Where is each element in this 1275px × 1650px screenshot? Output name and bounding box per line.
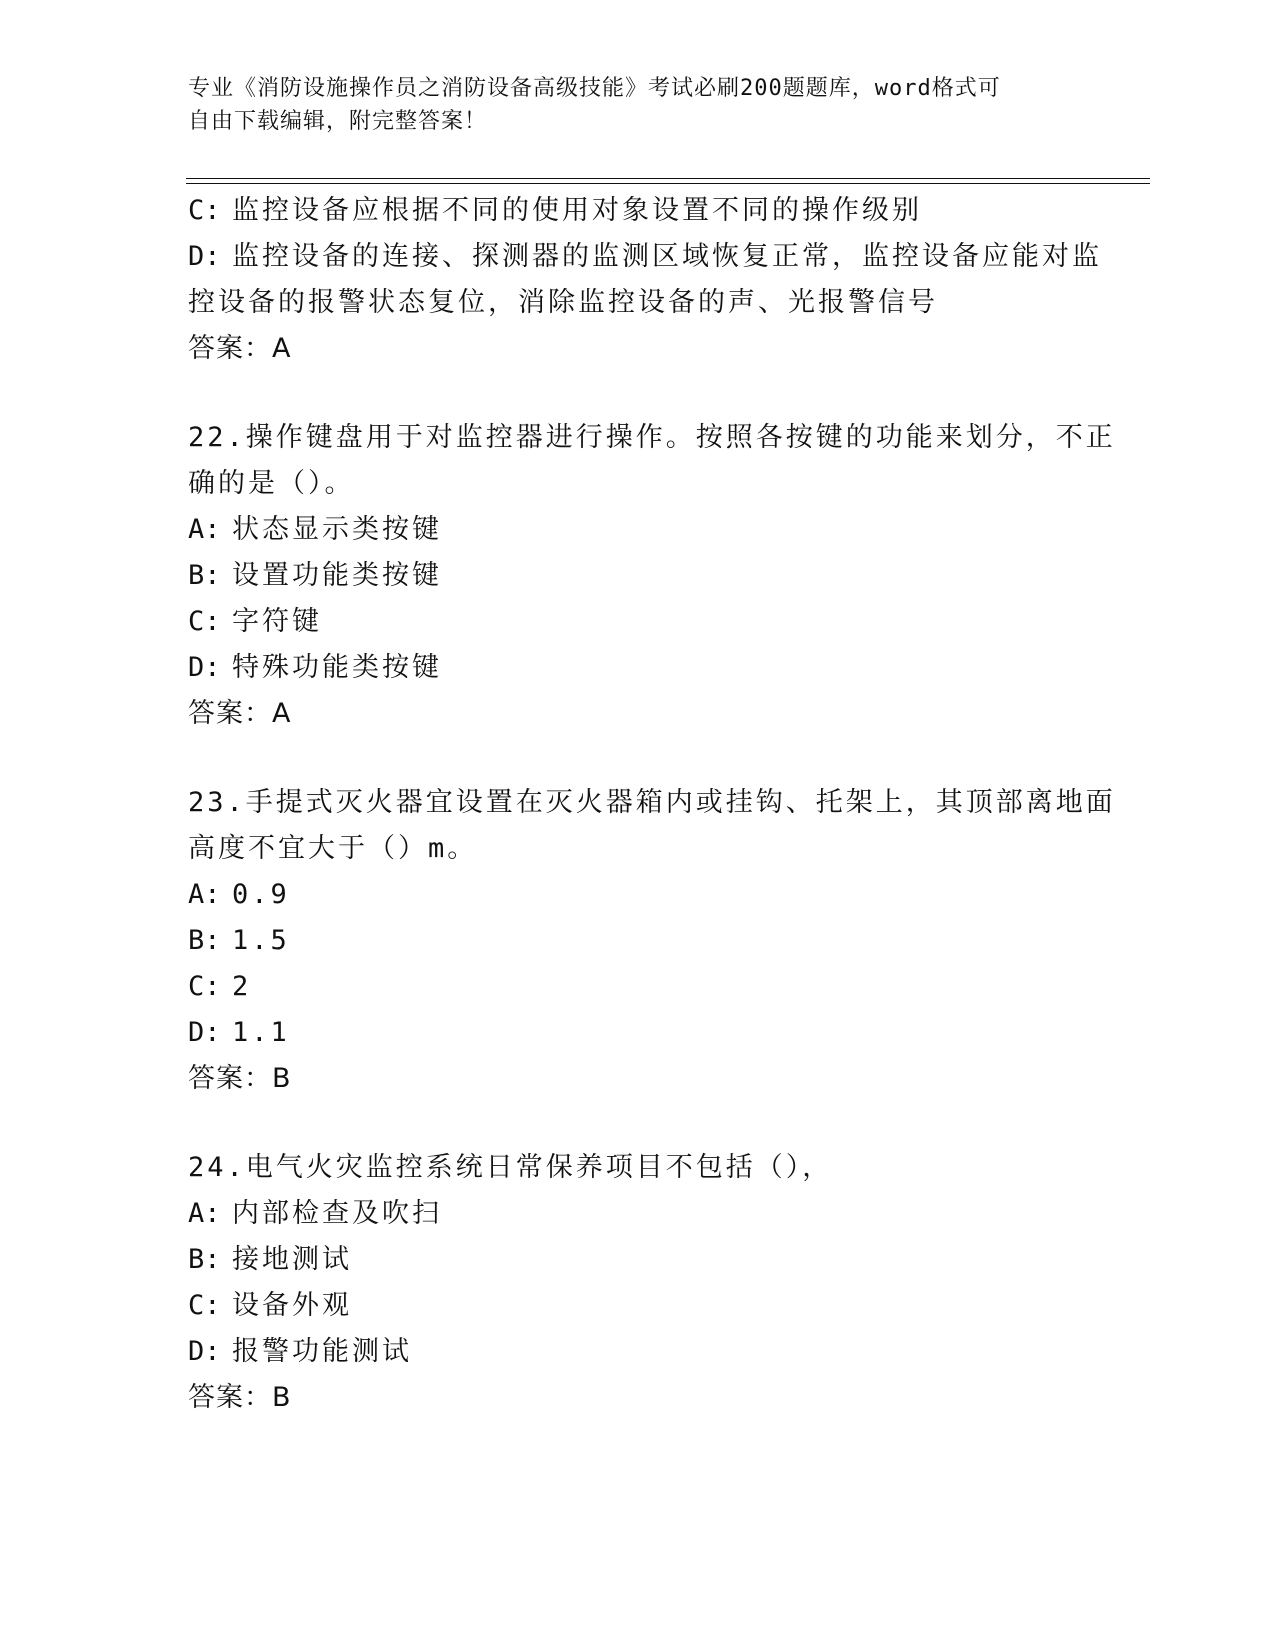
option-key: B: xyxy=(188,560,221,591)
option-text: 接地测试 xyxy=(232,1244,352,1275)
option-text: 0.9 xyxy=(232,879,290,910)
option-c xyxy=(188,599,1088,645)
option-key: D: xyxy=(188,1336,221,1367)
option-text: 状态显示类按键 xyxy=(232,514,442,545)
option-d xyxy=(188,1010,1088,1056)
header-divider-bottom xyxy=(186,183,1150,184)
spacer xyxy=(188,737,1088,780)
option-key: A: xyxy=(188,1198,221,1229)
answer-line: 答案：A xyxy=(188,333,292,364)
option-text: 设备外观 xyxy=(232,1290,352,1321)
spacer xyxy=(188,1102,1088,1145)
option-a xyxy=(188,872,1088,918)
option-key: A: xyxy=(188,514,221,545)
option-text: 内部检查及吹扫 xyxy=(232,1198,442,1229)
option-b xyxy=(188,1237,1088,1283)
question-stem-continuation: 确的是（）。 xyxy=(188,468,355,499)
question-21-continued xyxy=(188,188,1102,372)
answer-line: 答案：B xyxy=(188,1382,292,1413)
option-key: D: xyxy=(188,241,221,272)
option-key: C: xyxy=(188,971,221,1002)
answer-line: 答案：B xyxy=(188,1063,292,1094)
question-list xyxy=(188,188,1116,1421)
option-d xyxy=(188,1329,1088,1375)
answer-line: 答案：A xyxy=(188,698,292,729)
option-c xyxy=(188,964,1088,1010)
option-c xyxy=(188,1283,1088,1329)
option-text: 1.1 xyxy=(232,1017,290,1048)
option-d xyxy=(188,234,1102,280)
option-b xyxy=(188,553,1088,599)
option-key: C: xyxy=(188,1290,221,1321)
option-key: C: xyxy=(188,195,221,226)
question-22 xyxy=(188,415,1116,737)
option-text: 2 xyxy=(232,971,252,1002)
option-text: 1.5 xyxy=(232,925,290,956)
option-a xyxy=(188,1191,1088,1237)
spacer xyxy=(188,372,1088,415)
option-d xyxy=(188,645,1088,691)
option-text: 特殊功能类按键 xyxy=(232,652,442,683)
question-stem-continuation: 高度不宜大于（）m。 xyxy=(188,833,478,864)
question-stem: 23.手提式灭火器宜设置在灭火器箱内或挂钩、托架上，其顶部离地面 xyxy=(188,787,1116,818)
option-d-continuation: 控设备的报警状态复位，消除监控设备的声、光报警信号 xyxy=(188,287,938,318)
question-stem: 22.操作键盘用于对监控器进行操作。按照各按键的功能来划分，不正 xyxy=(188,422,1116,453)
option-text: 设置功能类按键 xyxy=(232,560,442,591)
option-text: 字符键 xyxy=(232,606,322,637)
option-b xyxy=(188,918,1088,964)
question-stem: 24.电气火灾监控系统日常保养项目不包括（）， xyxy=(188,1152,833,1183)
option-c xyxy=(188,188,1088,234)
document-header xyxy=(188,72,1088,138)
option-text: 报警功能测试 xyxy=(232,1336,412,1367)
option-key: D: xyxy=(188,652,221,683)
option-key: A: xyxy=(188,879,221,910)
option-a xyxy=(188,507,1088,553)
question-23 xyxy=(188,780,1116,1102)
option-key: D: xyxy=(188,1017,221,1048)
option-key: B: xyxy=(188,1244,221,1275)
option-text: 监控设备应根据不同的使用对象设置不同的操作级别 xyxy=(232,195,922,226)
question-24 xyxy=(188,1145,1088,1421)
option-key: C: xyxy=(188,606,221,637)
header-line-2: 自由下载编辑，附完整答案！ xyxy=(188,109,488,134)
header-divider-top xyxy=(186,178,1150,179)
option-text: 监控设备的连接、探测器的监测区域恢复正常，监控设备应能对监 xyxy=(232,241,1102,272)
header-line-1: 专业《消防设施操作员之消防设备高级技能》考试必刷200题题库，word格式可 xyxy=(188,76,1001,101)
option-key: B: xyxy=(188,925,221,956)
